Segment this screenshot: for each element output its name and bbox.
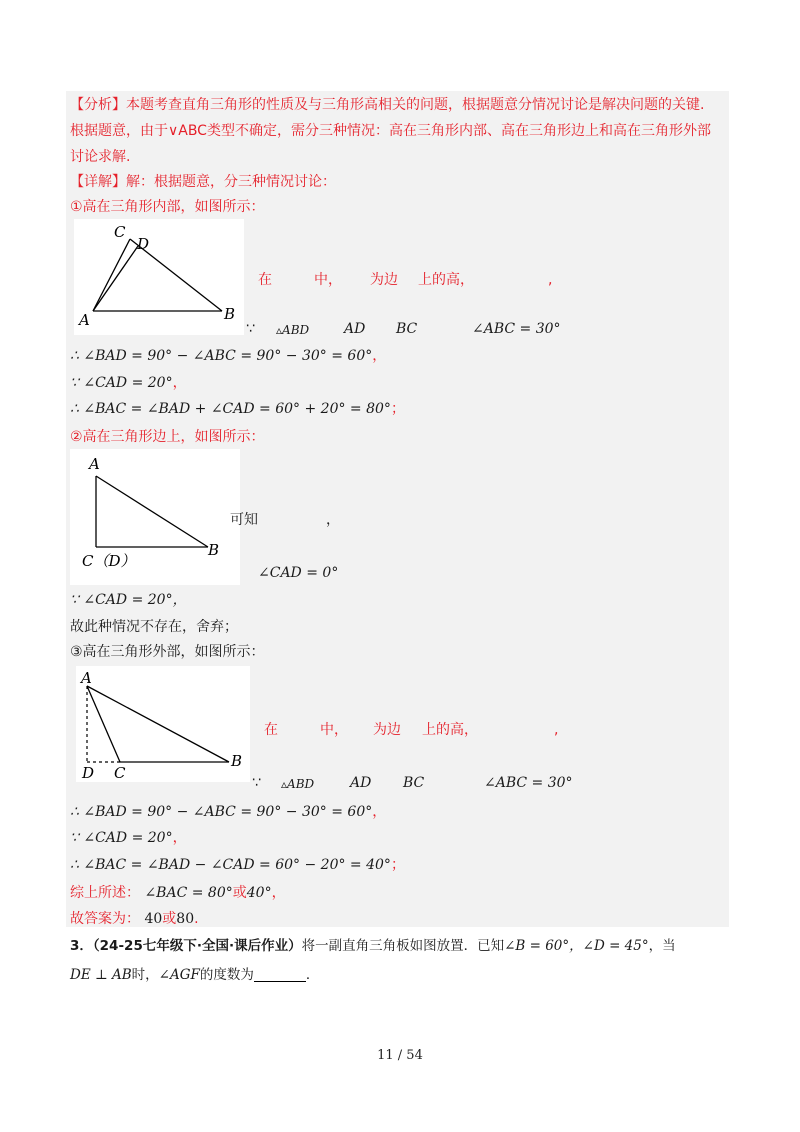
analysis-line-1: 【分析】本题考查直角三角形的性质及与三角形高相关的问题，根据题意分情况讨论是解决问题的关键.: [70, 97, 705, 113]
label-b: B: [231, 752, 243, 770]
c1-weibian: 为边: [370, 272, 398, 288]
c3-bc: BC: [403, 775, 425, 791]
case2-figure: [70, 449, 240, 585]
label-c: C: [114, 223, 126, 241]
label-c: C: [114, 764, 126, 782]
label-d: D: [137, 235, 150, 253]
c3-eq3: ∴ ∠BAC = ∠BAD − ∠CAD = 60° − 20° = 40°；: [70, 857, 405, 873]
c1-ad: AD: [344, 321, 366, 337]
c3-abc: ∠ABC = 30°: [484, 775, 573, 791]
detail-line: 【详解】解：根据题意，分三种情况讨论：: [70, 174, 336, 190]
c3-weibian: 为边: [373, 722, 401, 738]
c3-comma: ,: [554, 722, 559, 738]
c1-eq3: ∴ ∠BAC = ∠BAD + ∠CAD = 60° + 20° = 80°；: [70, 401, 405, 417]
label-a: A: [81, 669, 92, 687]
c1-gao: 上的高，: [418, 272, 474, 288]
label-a: A: [89, 455, 100, 473]
c3-abd: ▵ABD: [281, 777, 315, 791]
c3-in: 在: [264, 722, 278, 738]
label-b: B: [224, 305, 236, 323]
c2-eq1: ∵ ∠CAD = 20°，: [70, 592, 187, 608]
c3-zhong: 中，: [320, 722, 348, 738]
case1-title: ①高在三角形内部，如图所示：: [70, 199, 265, 215]
c3-gao: 上的高，: [422, 722, 478, 738]
triangle-figure-3: [76, 666, 250, 782]
label-cd: C（D）: [82, 552, 136, 570]
c1-abc: ∠ABC = 30°: [472, 321, 561, 337]
c1-comma: ,: [548, 272, 553, 288]
case3-title: ③高在三角形外部，如图所示：: [70, 644, 265, 660]
problem3-line1: 3．（24-25七年级下·全国·课后作业）将一副直角三角板如图放置．已知∠B = 60°，∠D = 45°，当: [70, 938, 676, 954]
c1-eq2: ∵ ∠CAD = 20°，: [70, 375, 187, 391]
c1-in: 在: [258, 272, 272, 288]
c1-zhong: 中，: [314, 272, 342, 288]
answer-line: 故答案为： 40或80.: [70, 911, 199, 927]
summary-line: 综上所述： ∠BAC = 80°或40°，: [70, 885, 286, 901]
label-a: A: [79, 311, 90, 329]
c2-kezhi: 可知: [230, 512, 258, 528]
c1-abd: ▵ABD: [276, 323, 310, 337]
case2-title: ②高在三角形边上，如图所示：: [70, 429, 265, 445]
c2-cad0: ∠CAD = 0°: [258, 565, 339, 581]
label-d: D: [82, 764, 95, 782]
c3-ad: AD: [350, 775, 372, 791]
analysis-line-3: 讨论求解.: [70, 149, 131, 165]
c1-because: ∵: [246, 321, 255, 337]
label-b: B: [208, 541, 220, 559]
case1-figure: [74, 219, 244, 335]
page-number: 11 / 54: [377, 1048, 423, 1063]
c1-bc: BC: [396, 321, 418, 337]
triangle-figure-2: [70, 449, 240, 585]
c2-eq2: 故此种情况不存在，舍弃；: [70, 619, 238, 635]
case3-figure: [76, 666, 250, 782]
answer-blank[interactable]: [254, 967, 306, 982]
triangle-figure-1: [74, 219, 244, 335]
problem3-line2: DE ⊥ AB时，∠AGF的度数为 ．: [70, 967, 320, 983]
c3-eq2: ∵ ∠CAD = 20°，: [70, 830, 187, 846]
c3-because: ∵: [252, 775, 261, 791]
c1-eq1: ∴ ∠BAD = 90° − ∠ABC = 90° − 30° = 60°，: [70, 348, 387, 364]
analysis-line-2: 根据题意，由于∨ABC类型不确定，需分三种情况：高在三角形内部、高在三角形边上和高在三角形外部: [70, 123, 711, 139]
c3-eq1: ∴ ∠BAD = 90° − ∠ABC = 90° − 30° = 60°，: [70, 804, 387, 820]
c2-comma: ，: [326, 512, 340, 528]
